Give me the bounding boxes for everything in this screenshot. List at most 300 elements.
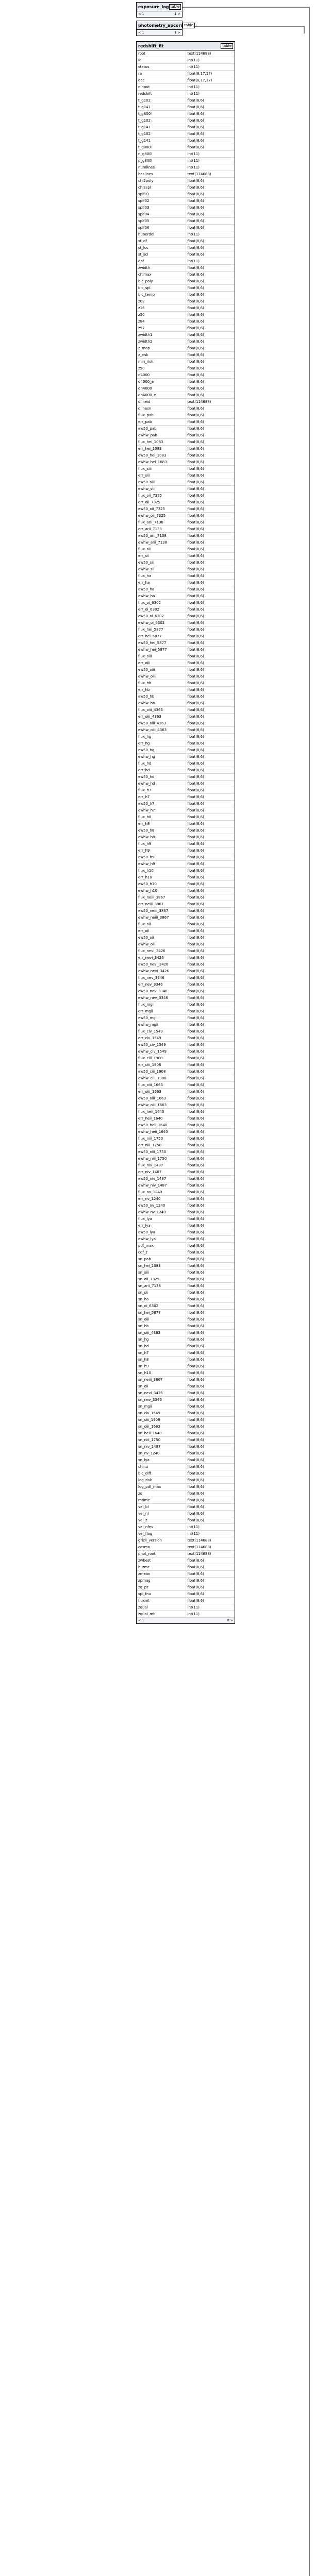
column-row[interactable]	[137, 1283, 235, 1290]
column-row[interactable]	[137, 901, 235, 908]
column-row[interactable]	[137, 868, 235, 874]
column-name: splf02	[137, 198, 186, 204]
column-type: text(114688)	[187, 172, 211, 176]
column-row[interactable]	[137, 600, 235, 606]
column-name: err_hei_1083	[137, 446, 186, 452]
column-row[interactable]	[137, 71, 235, 77]
column-row[interactable]	[137, 848, 235, 854]
column-row[interactable]	[137, 1598, 235, 1604]
column-name: err_niv_1487	[137, 1169, 186, 1175]
column-name: spi_fnu	[137, 1591, 186, 1597]
column-type: float(8,6)	[187, 554, 204, 558]
column-row[interactable]	[137, 667, 235, 673]
column-row[interactable]	[137, 1202, 235, 1209]
column-row[interactable]	[137, 285, 235, 292]
column-row[interactable]	[137, 841, 235, 848]
column-name: flux_oiii_1663	[137, 1082, 186, 1088]
column-row[interactable]	[137, 1229, 235, 1236]
column-row[interactable]	[137, 1336, 235, 1343]
column-row[interactable]	[137, 888, 235, 894]
column-row[interactable]	[137, 714, 235, 720]
column-row[interactable]	[137, 479, 235, 486]
table-name[interactable]: photometry_apcorr	[138, 23, 183, 28]
column-type: float(8,6)	[187, 1083, 204, 1087]
column-row[interactable]	[137, 814, 235, 821]
column-row[interactable]	[137, 620, 235, 626]
column-row[interactable]	[137, 700, 235, 707]
column-row[interactable]	[137, 961, 235, 968]
column-row[interactable]	[137, 459, 235, 466]
column-row[interactable]	[137, 1457, 235, 1464]
table-footer	[137, 1618, 235, 1623]
column-row[interactable]	[137, 1524, 235, 1531]
column-type: float(8,6)	[187, 380, 204, 384]
column-row[interactable]	[137, 419, 235, 426]
column-row[interactable]	[137, 787, 235, 794]
column-row[interactable]	[137, 1490, 235, 1497]
column-row[interactable]	[137, 1162, 235, 1169]
column-row[interactable]	[137, 1223, 235, 1229]
column-row[interactable]	[137, 1604, 235, 1611]
column-row[interactable]	[137, 439, 235, 446]
column-row[interactable]	[137, 573, 235, 580]
column-row[interactable]	[137, 392, 235, 399]
column-row[interactable]	[137, 928, 235, 935]
column-row[interactable]	[137, 446, 235, 452]
column-row[interactable]	[137, 1343, 235, 1350]
column-row[interactable]	[137, 1517, 235, 1524]
column-row[interactable]	[137, 151, 235, 158]
column-type: float(8,6)	[187, 413, 204, 417]
column-name: flux_oiii_4363	[137, 707, 186, 713]
column-row[interactable]	[137, 1002, 235, 1008]
column-row[interactable]	[137, 955, 235, 961]
column-row[interactable]	[137, 1115, 235, 1122]
table-exposure-log[interactable]	[136, 2, 183, 18]
column-name: ewhw_heii_1640	[137, 1129, 186, 1135]
column-row[interactable]	[137, 1062, 235, 1069]
column-row[interactable]	[137, 647, 235, 653]
column-type: float(8,6)	[187, 1049, 204, 1054]
column-row[interactable]	[137, 519, 235, 526]
column-name: flux_niv_1487	[137, 1162, 186, 1168]
column-type: text(114688)	[187, 1538, 211, 1543]
column-row[interactable]	[137, 365, 235, 372]
column-type: float(8,6)	[187, 1471, 204, 1476]
column-row[interactable]	[137, 1089, 235, 1095]
table-name[interactable]: exposure_log	[138, 4, 169, 9]
column-row[interactable]	[137, 352, 235, 359]
column-row[interactable]	[137, 1102, 235, 1109]
column-row[interactable]	[137, 265, 235, 272]
column-row[interactable]	[137, 948, 235, 955]
column-row[interactable]	[137, 191, 235, 198]
column-row[interactable]	[137, 1243, 235, 1249]
column-row[interactable]	[137, 258, 235, 265]
column-row[interactable]	[137, 1048, 235, 1055]
column-row[interactable]	[137, 1497, 235, 1504]
column-row[interactable]	[137, 1055, 235, 1062]
column-row[interactable]	[137, 1069, 235, 1075]
column-row[interactable]	[137, 225, 235, 231]
column-row[interactable]	[137, 975, 235, 981]
column-row[interactable]	[137, 1075, 235, 1082]
column-row[interactable]	[137, 1330, 235, 1336]
column-type: float(8,17,17)	[187, 72, 212, 76]
column-row[interactable]	[137, 566, 235, 573]
column-row[interactable]	[137, 131, 235, 138]
column-row[interactable]	[137, 687, 235, 693]
column-type: float(8,6)	[187, 1458, 204, 1462]
column-row[interactable]	[137, 218, 235, 225]
column-type: float(8,6)	[187, 1270, 204, 1275]
column-row[interactable]	[137, 1557, 235, 1564]
column-row[interactable]	[137, 781, 235, 787]
column-row[interactable]	[137, 338, 235, 345]
column-row[interactable]	[137, 1095, 235, 1102]
column-type: float(8,6)	[187, 1585, 204, 1589]
column-row[interactable]	[137, 57, 235, 64]
column-row[interactable]	[137, 1537, 235, 1544]
column-row[interactable]	[137, 881, 235, 888]
column-row[interactable]	[137, 1156, 235, 1162]
column-row[interactable]	[137, 767, 235, 774]
column-name: flux_h7	[137, 787, 186, 793]
column-row[interactable]	[137, 1008, 235, 1015]
column-name: flux_hd	[137, 760, 186, 767]
column-row[interactable]	[137, 1189, 235, 1196]
column-row[interactable]	[137, 245, 235, 251]
column-row[interactable]	[137, 1357, 235, 1363]
column-row[interactable]	[137, 1323, 235, 1330]
column-name: flux_nev_3346	[137, 975, 186, 981]
column-row[interactable]	[137, 472, 235, 479]
column-row[interactable]	[137, 633, 235, 640]
column-row[interactable]	[137, 278, 235, 285]
column-row[interactable]	[137, 760, 235, 767]
column-name: phot_root	[137, 1551, 186, 1557]
column-type: float(8,6)	[187, 594, 204, 598]
column-row[interactable]	[137, 1263, 235, 1269]
column-name: splf04	[137, 211, 186, 217]
column-type: float(8,6)	[187, 360, 204, 364]
column-row[interactable]	[137, 720, 235, 727]
column-name: err_hb	[137, 687, 186, 693]
column-row[interactable]	[137, 1149, 235, 1156]
column-row[interactable]	[137, 707, 235, 714]
column-row[interactable]	[137, 861, 235, 868]
column-row[interactable]	[137, 405, 235, 412]
column-type: float(8,6)	[187, 467, 204, 471]
column-type: float(8,6)	[187, 353, 204, 357]
column-row[interactable]	[137, 1383, 235, 1390]
column-name: flux_hei_5877	[137, 626, 186, 633]
column-row[interactable]	[137, 493, 235, 499]
column-row[interactable]	[137, 553, 235, 560]
column-row[interactable]	[137, 305, 235, 312]
column-row[interactable]	[137, 821, 235, 827]
column-row[interactable]	[137, 325, 235, 332]
column-row[interactable]	[137, 1377, 235, 1383]
column-row[interactable]	[137, 874, 235, 881]
column-row[interactable]	[137, 1142, 235, 1149]
column-row[interactable]	[137, 1303, 235, 1310]
column-row[interactable]	[137, 1109, 235, 1115]
column-row[interactable]	[137, 379, 235, 385]
column-row[interactable]	[137, 740, 235, 747]
column-row[interactable]	[137, 359, 235, 365]
table-photometry-apcorr[interactable]	[136, 21, 193, 36]
column-row[interactable]	[137, 586, 235, 593]
column-row[interactable]	[137, 526, 235, 533]
column-row[interactable]	[137, 372, 235, 379]
column-row[interactable]	[137, 1182, 235, 1189]
column-row[interactable]	[137, 506, 235, 513]
column-row[interactable]	[137, 91, 235, 97]
column-row[interactable]	[137, 921, 235, 928]
column-row[interactable]	[137, 178, 235, 184]
column-row[interactable]	[137, 231, 235, 238]
column-row[interactable]	[137, 1544, 235, 1551]
column-row[interactable]	[137, 1169, 235, 1176]
column-row[interactable]	[137, 104, 235, 111]
column-row[interactable]	[137, 466, 235, 472]
column-row[interactable]	[137, 1035, 235, 1042]
column-row[interactable]	[137, 1236, 235, 1243]
column-row[interactable]	[137, 184, 235, 191]
column-row[interactable]	[137, 1196, 235, 1202]
column-row[interactable]	[137, 935, 235, 941]
column-name: huberdel	[137, 231, 186, 238]
column-row[interactable]	[137, 205, 235, 211]
column-type: float(8,6)	[187, 266, 204, 270]
column-row[interactable]	[137, 613, 235, 620]
column-row[interactable]	[137, 1022, 235, 1028]
column-row[interactable]	[137, 801, 235, 807]
column-row[interactable]	[137, 1216, 235, 1223]
column-row[interactable]	[137, 1269, 235, 1276]
column-row[interactable]	[137, 1370, 235, 1377]
column-row[interactable]	[137, 1296, 235, 1303]
column-row[interactable]	[137, 1611, 235, 1618]
column-row[interactable]	[137, 124, 235, 131]
column-name: vel_z	[137, 1517, 186, 1523]
column-row[interactable]	[137, 138, 235, 144]
column-row[interactable]	[137, 854, 235, 861]
column-row[interactable]	[137, 1136, 235, 1142]
column-row[interactable]	[137, 298, 235, 305]
column-row[interactable]	[137, 734, 235, 740]
column-row[interactable]	[137, 1470, 235, 1477]
column-row[interactable]	[137, 111, 235, 117]
column-row[interactable]	[137, 312, 235, 318]
column-row[interactable]	[137, 774, 235, 781]
column-row[interactable]	[137, 50, 235, 57]
column-row[interactable]	[137, 908, 235, 914]
column-row[interactable]	[137, 1176, 235, 1182]
column-row[interactable]	[137, 499, 235, 506]
column-row[interactable]	[137, 680, 235, 687]
column-name: err_oii_7325	[137, 499, 186, 505]
column-row[interactable]	[137, 171, 235, 178]
column-row[interactable]	[137, 1504, 235, 1511]
column-row[interactable]	[137, 673, 235, 680]
column-row[interactable]	[137, 1209, 235, 1216]
column-type: float(8,6)	[187, 889, 204, 893]
column-name: vel_bl	[137, 1504, 186, 1510]
column-type: float(8,6)	[187, 540, 204, 545]
column-row[interactable]	[137, 894, 235, 901]
column-row[interactable]	[137, 1129, 235, 1136]
column-row[interactable]	[137, 1531, 235, 1537]
column-row[interactable]	[137, 513, 235, 519]
column-row[interactable]	[137, 1122, 235, 1129]
column-row[interactable]	[137, 941, 235, 948]
column-row[interactable]	[137, 660, 235, 667]
column-row[interactable]	[137, 1249, 235, 1256]
column-row[interactable]	[137, 292, 235, 298]
column-name: flux_h9	[137, 841, 186, 847]
column-row[interactable]	[137, 251, 235, 258]
column-row[interactable]	[137, 1363, 235, 1370]
column-name: sn_hd	[137, 1343, 186, 1349]
column-row[interactable]	[137, 1276, 235, 1283]
column-row[interactable]	[137, 1042, 235, 1048]
column-row[interactable]	[137, 1028, 235, 1035]
column-row[interactable]	[137, 452, 235, 459]
column-row[interactable]	[137, 1551, 235, 1557]
column-row[interactable]	[137, 211, 235, 218]
column-row[interactable]	[137, 593, 235, 600]
column-row[interactable]	[137, 754, 235, 760]
column-row[interactable]	[137, 580, 235, 586]
column-row[interactable]	[137, 117, 235, 124]
table-redshift-fit[interactable]	[136, 41, 235, 1624]
column-row[interactable]	[137, 653, 235, 660]
column-row[interactable]	[137, 988, 235, 995]
column-row[interactable]	[137, 97, 235, 104]
column-name: dof	[137, 258, 186, 264]
column-row[interactable]	[137, 332, 235, 338]
column-row[interactable]	[137, 807, 235, 814]
table-footer	[137, 30, 182, 36]
column-row[interactable]	[137, 158, 235, 164]
column-row[interactable]	[137, 1564, 235, 1571]
column-row[interactable]	[137, 318, 235, 325]
column-name: err_nev_3346	[137, 981, 186, 988]
column-row[interactable]	[137, 1256, 235, 1263]
column-type: float(8,6)	[187, 1070, 204, 1074]
column-row[interactable]	[137, 164, 235, 171]
column-row[interactable]	[137, 1437, 235, 1444]
column-row[interactable]	[137, 727, 235, 734]
column-row[interactable]	[137, 1350, 235, 1357]
column-row[interactable]	[137, 1477, 235, 1484]
column-row[interactable]	[137, 432, 235, 439]
column-row[interactable]	[137, 546, 235, 553]
column-row[interactable]	[137, 1316, 235, 1323]
column-row[interactable]	[137, 84, 235, 91]
column-row[interactable]	[137, 238, 235, 245]
column-row[interactable]	[137, 560, 235, 566]
column-row[interactable]	[137, 914, 235, 921]
column-type: float(8,6)	[187, 581, 204, 585]
column-row[interactable]	[137, 1450, 235, 1457]
column-row[interactable]	[137, 1584, 235, 1591]
column-row[interactable]	[137, 1423, 235, 1430]
column-row[interactable]	[137, 1591, 235, 1598]
column-row[interactable]	[137, 1417, 235, 1423]
column-type: float(8,6)	[187, 293, 204, 297]
column-row[interactable]	[137, 399, 235, 405]
column-row[interactable]	[137, 1082, 235, 1089]
column-row[interactable]	[137, 198, 235, 205]
column-type: float(8,6)	[187, 1565, 204, 1569]
column-row[interactable]	[137, 981, 235, 988]
column-row[interactable]	[137, 747, 235, 754]
column-row[interactable]	[137, 533, 235, 539]
column-row[interactable]	[137, 1511, 235, 1517]
column-row[interactable]	[137, 626, 235, 633]
column-row[interactable]	[137, 77, 235, 84]
column-name: vel_flag	[137, 1531, 186, 1537]
column-row[interactable]	[137, 539, 235, 546]
column-row[interactable]	[137, 968, 235, 975]
column-name: flux_oi_6302	[137, 600, 186, 606]
column-row[interactable]	[137, 486, 235, 493]
column-row[interactable]	[137, 1430, 235, 1437]
column-row[interactable]	[137, 1397, 235, 1403]
column-row[interactable]	[137, 1484, 235, 1490]
column-row[interactable]	[137, 412, 235, 419]
column-name: ew50_hb	[137, 693, 186, 700]
column-name: ewhw_h7	[137, 807, 186, 814]
column-row[interactable]	[137, 272, 235, 278]
column-row[interactable]	[137, 1403, 235, 1410]
column-name: err_ha	[137, 580, 186, 586]
column-name: ewhw_h9	[137, 861, 186, 867]
column-row[interactable]	[137, 640, 235, 647]
column-row[interactable]	[137, 1310, 235, 1316]
column-type: float(8,6)	[187, 748, 204, 752]
column-name: zwidth2	[137, 338, 186, 345]
column-row[interactable]	[137, 1390, 235, 1397]
column-row[interactable]	[137, 794, 235, 801]
column-row[interactable]	[137, 1444, 235, 1450]
column-type: float(8,6)	[187, 453, 204, 457]
column-row[interactable]	[137, 385, 235, 392]
column-row[interactable]	[137, 1410, 235, 1417]
column-row[interactable]	[137, 64, 235, 71]
column-row[interactable]	[137, 426, 235, 432]
column-row[interactable]	[137, 834, 235, 841]
column-row[interactable]	[137, 827, 235, 834]
column-name: st_df	[137, 238, 186, 244]
column-row[interactable]	[137, 995, 235, 1002]
column-row[interactable]	[137, 693, 235, 700]
column-row[interactable]	[137, 144, 235, 151]
table-type-badge: table	[183, 23, 195, 28]
column-row[interactable]	[137, 1571, 235, 1578]
column-row[interactable]	[137, 1464, 235, 1470]
column-row[interactable]	[137, 1290, 235, 1296]
column-row[interactable]	[137, 1015, 235, 1022]
column-name: sn_sii	[137, 1290, 186, 1296]
column-row[interactable]	[137, 606, 235, 613]
table-name[interactable]: redshift_fit	[138, 43, 164, 48]
column-row[interactable]	[137, 1578, 235, 1584]
column-row[interactable]	[137, 345, 235, 352]
